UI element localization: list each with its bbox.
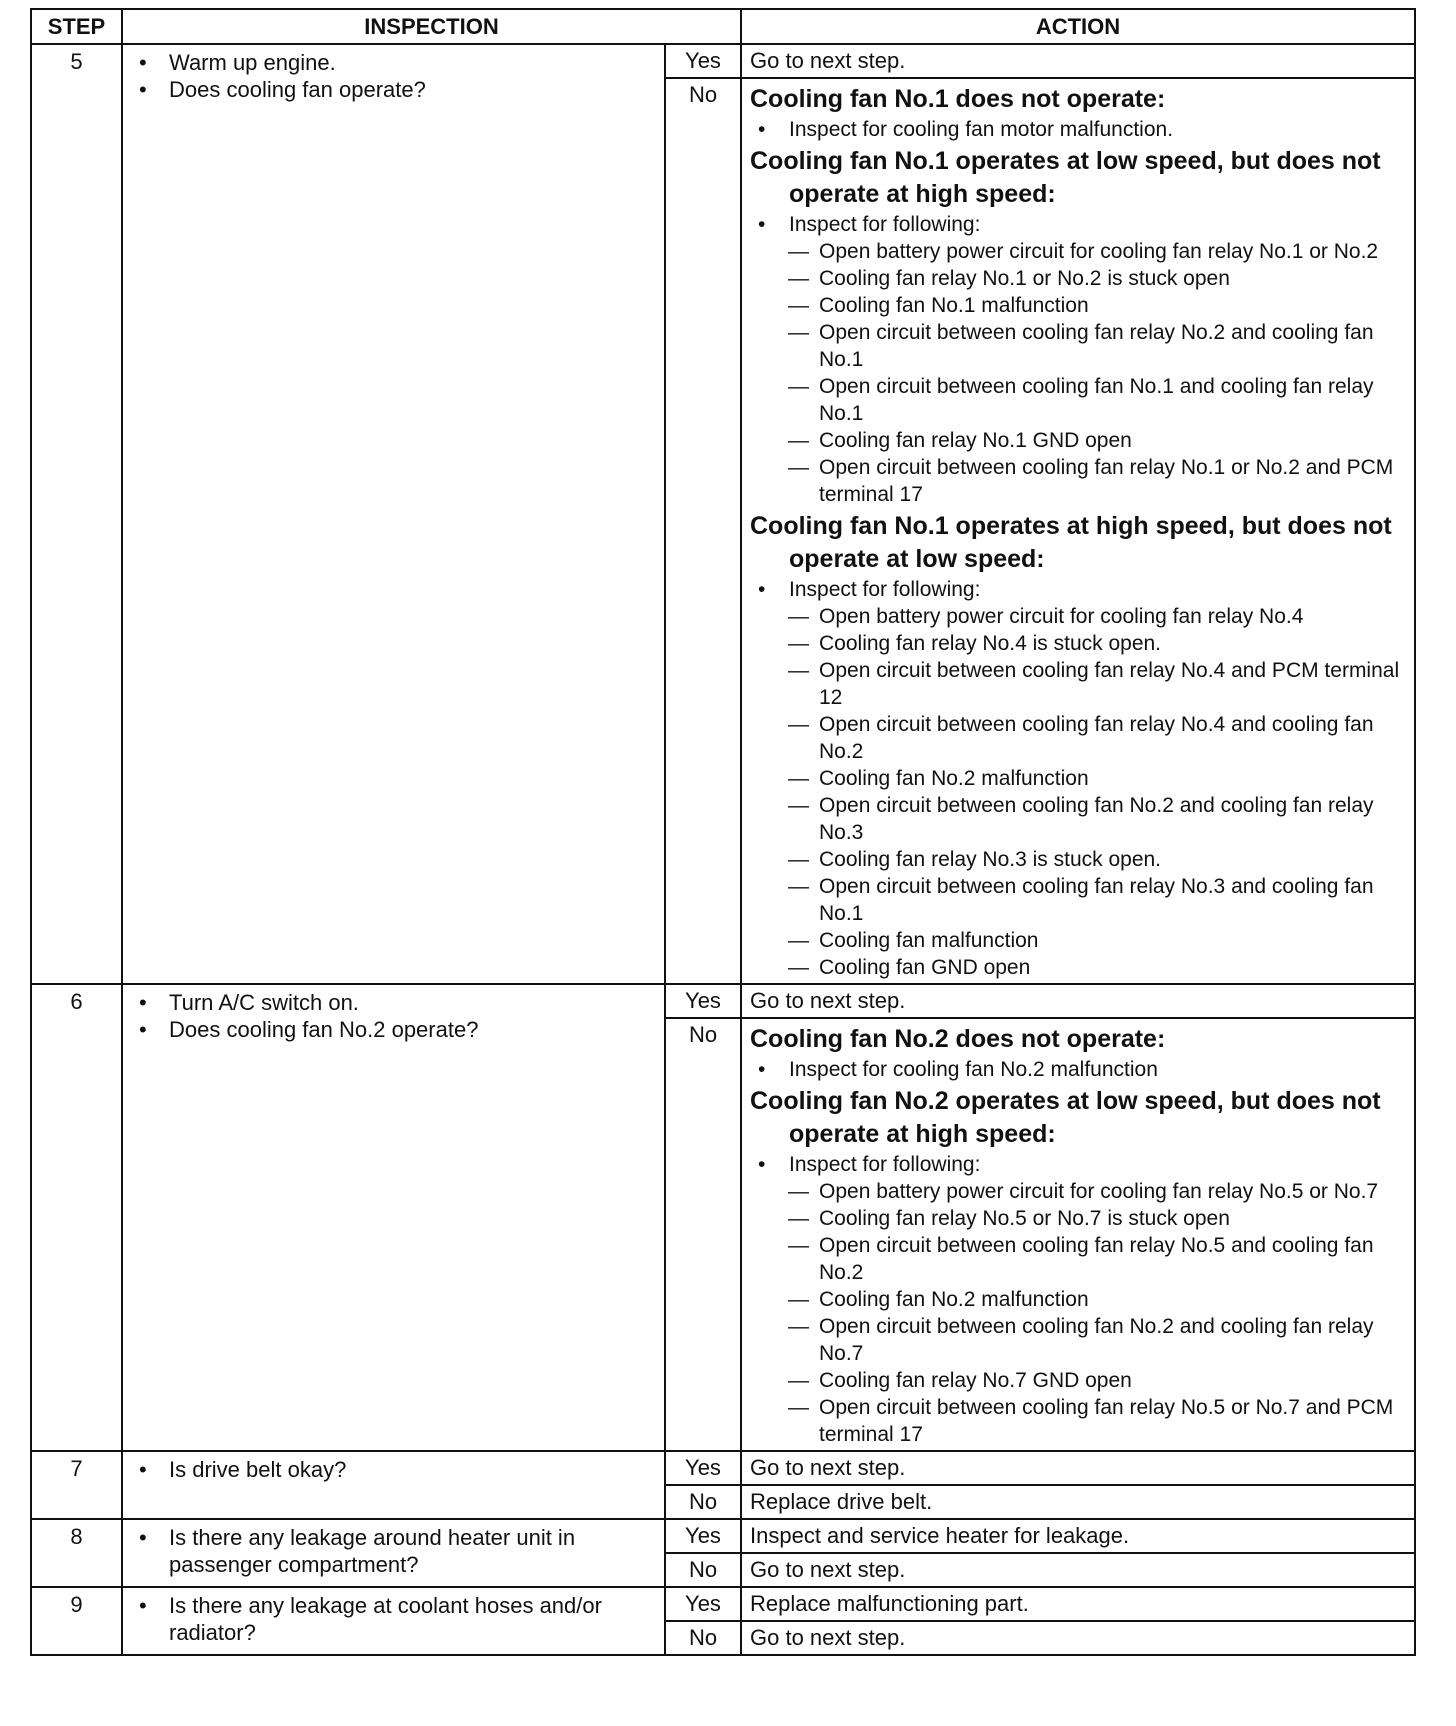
inspection-cell xyxy=(122,1587,665,1655)
cause-item: — Open circuit between cooling fan relay No.2 and cooling fan No.1 xyxy=(750,319,1408,373)
yes-label: Yes xyxy=(665,44,741,78)
table-row xyxy=(31,984,1415,1018)
no-label: No xyxy=(665,1621,741,1655)
yes-label: Yes xyxy=(665,1451,741,1485)
cause-item: — Open circuit between cooling fan relay No.1 or No.2 and PCM terminal 17 xyxy=(750,454,1408,508)
cause-item: — Open battery power circuit for cooling fan relay No.1 or No.2 xyxy=(750,238,1408,265)
no-label: No xyxy=(665,1553,741,1587)
no-action: Replace drive belt. xyxy=(741,1485,1415,1519)
cause-item: — Open circuit between cooling fan relay No.5 and cooling fan No.2 xyxy=(750,1232,1408,1286)
table-row xyxy=(31,1587,1415,1621)
table-row xyxy=(31,1451,1415,1485)
inspection-cell xyxy=(122,1519,665,1587)
inspection-list xyxy=(137,49,656,103)
cause-item: — Cooling fan No.2 malfunction xyxy=(750,765,1408,792)
inspection-list xyxy=(137,1524,656,1578)
action-bullet: • Inspect for following: xyxy=(750,1151,1408,1178)
no-action: Go to next step. xyxy=(741,1621,1415,1655)
cause-item: — Open circuit between cooling fan No.2 and cooling fan relay No.3 xyxy=(750,792,1408,846)
cause-item: — Cooling fan relay No.7 GND open xyxy=(750,1367,1408,1394)
step-number: 7 xyxy=(31,1451,122,1519)
condition-heading: Cooling fan No.1 does not operate: xyxy=(750,85,1166,113)
inspection-item: • Does cooling fan No.2 operate? xyxy=(137,1016,656,1043)
cause-item: — Cooling fan relay No.5 or No.7 is stuck open xyxy=(750,1205,1408,1232)
inspection-cell xyxy=(122,44,665,984)
step-number: 6 xyxy=(31,984,122,1451)
yes-action: Inspect and service heater for leakage. xyxy=(741,1519,1415,1553)
action-bullet: • Inspect for cooling fan motor malfunction. xyxy=(750,116,1408,143)
no-action xyxy=(741,1018,1415,1451)
yes-action: Go to next step. xyxy=(741,44,1415,78)
cause-item: — Open circuit between cooling fan relay No.4 and cooling fan No.2 xyxy=(750,711,1408,765)
inspection-cell xyxy=(122,1451,665,1519)
condition-heading: Cooling fan No.1 operates at high speed, but does not operate at low speed: xyxy=(750,512,1392,573)
cause-item: — Open circuit between cooling fan relay No.4 and PCM terminal 12 xyxy=(750,657,1408,711)
yes-label: Yes xyxy=(665,984,741,1018)
inspection-cell xyxy=(122,984,665,1451)
header-row xyxy=(31,9,1415,44)
cause-item: — Cooling fan relay No.1 or No.2 is stuck open xyxy=(750,265,1408,292)
yes-action: Go to next step. xyxy=(741,984,1415,1018)
inspection-list xyxy=(137,989,656,1043)
inspection-item: • Does cooling fan operate? xyxy=(137,76,656,103)
inspection-item: • Turn A/C switch on. xyxy=(137,989,656,1016)
step-number: 5 xyxy=(31,44,122,984)
header-step: STEP xyxy=(31,9,122,44)
condition-heading: Cooling fan No.2 does not operate: xyxy=(750,1025,1166,1053)
step-number: 9 xyxy=(31,1587,122,1655)
cause-item: — Cooling fan malfunction xyxy=(750,927,1408,954)
cause-item: — Cooling fan relay No.1 GND open xyxy=(750,427,1408,454)
cause-item: — Cooling fan relay No.3 is stuck open. xyxy=(750,846,1408,873)
cause-item: — Open battery power circuit for cooling fan relay No.5 or No.7 xyxy=(750,1178,1408,1205)
cause-item: — Open circuit between cooling fan relay No.3 and cooling fan No.1 xyxy=(750,873,1408,927)
yes-action: Replace malfunctioning part. xyxy=(741,1587,1415,1621)
header-inspection: INSPECTION xyxy=(122,9,741,44)
condition-heading: Cooling fan No.2 operates at low speed, but does not operate at high speed: xyxy=(750,1087,1381,1148)
action-bullet: • Inspect for following: xyxy=(750,211,1408,238)
cause-item: — Open battery power circuit for cooling fan relay No.4 xyxy=(750,603,1408,630)
inspection-item: • Is there any leakage around heater unit in passenger compartment? xyxy=(137,1524,656,1578)
cause-list xyxy=(750,1178,1408,1448)
inspection-item: • Is drive belt okay? xyxy=(137,1456,656,1483)
inspection-item: • Is there any leakage at coolant hoses and/or radiator? xyxy=(137,1592,656,1646)
yes-label: Yes xyxy=(665,1519,741,1553)
header-action: ACTION xyxy=(741,9,1415,44)
cause-item: — Cooling fan GND open xyxy=(750,954,1408,981)
cause-item: — Cooling fan No.2 malfunction xyxy=(750,1286,1408,1313)
action-bullet: • Inspect for cooling fan No.2 malfunction xyxy=(750,1056,1408,1083)
no-label: No xyxy=(665,78,741,984)
cause-item: — Open circuit between cooling fan No.1 and cooling fan relay No.1 xyxy=(750,373,1408,427)
no-action xyxy=(741,78,1415,984)
action-bullet: • Inspect for following: xyxy=(750,576,1408,603)
no-action: Go to next step. xyxy=(741,1553,1415,1587)
cause-item: — Cooling fan relay No.4 is stuck open. xyxy=(750,630,1408,657)
troubleshooting-table xyxy=(30,8,1416,1656)
cause-list xyxy=(750,238,1408,508)
inspection-item: • Warm up engine. xyxy=(137,49,656,76)
no-label: No xyxy=(665,1485,741,1519)
cause-item: — Open circuit between cooling fan No.2 and cooling fan relay No.7 xyxy=(750,1313,1408,1367)
table-row xyxy=(31,44,1415,78)
yes-action: Go to next step. xyxy=(741,1451,1415,1485)
table-body xyxy=(31,44,1415,1655)
yes-label: Yes xyxy=(665,1587,741,1621)
condition-heading: Cooling fan No.1 operates at low speed, but does not operate at high speed: xyxy=(750,147,1381,208)
inspection-list xyxy=(137,1592,656,1646)
inspection-list xyxy=(137,1456,656,1483)
no-label: No xyxy=(665,1018,741,1451)
step-number: 8 xyxy=(31,1519,122,1587)
cause-list xyxy=(750,603,1408,981)
table-row xyxy=(31,1519,1415,1553)
cause-item: — Open circuit between cooling fan relay No.5 or No.7 and PCM terminal 17 xyxy=(750,1394,1408,1448)
cause-item: — Cooling fan No.1 malfunction xyxy=(750,292,1408,319)
